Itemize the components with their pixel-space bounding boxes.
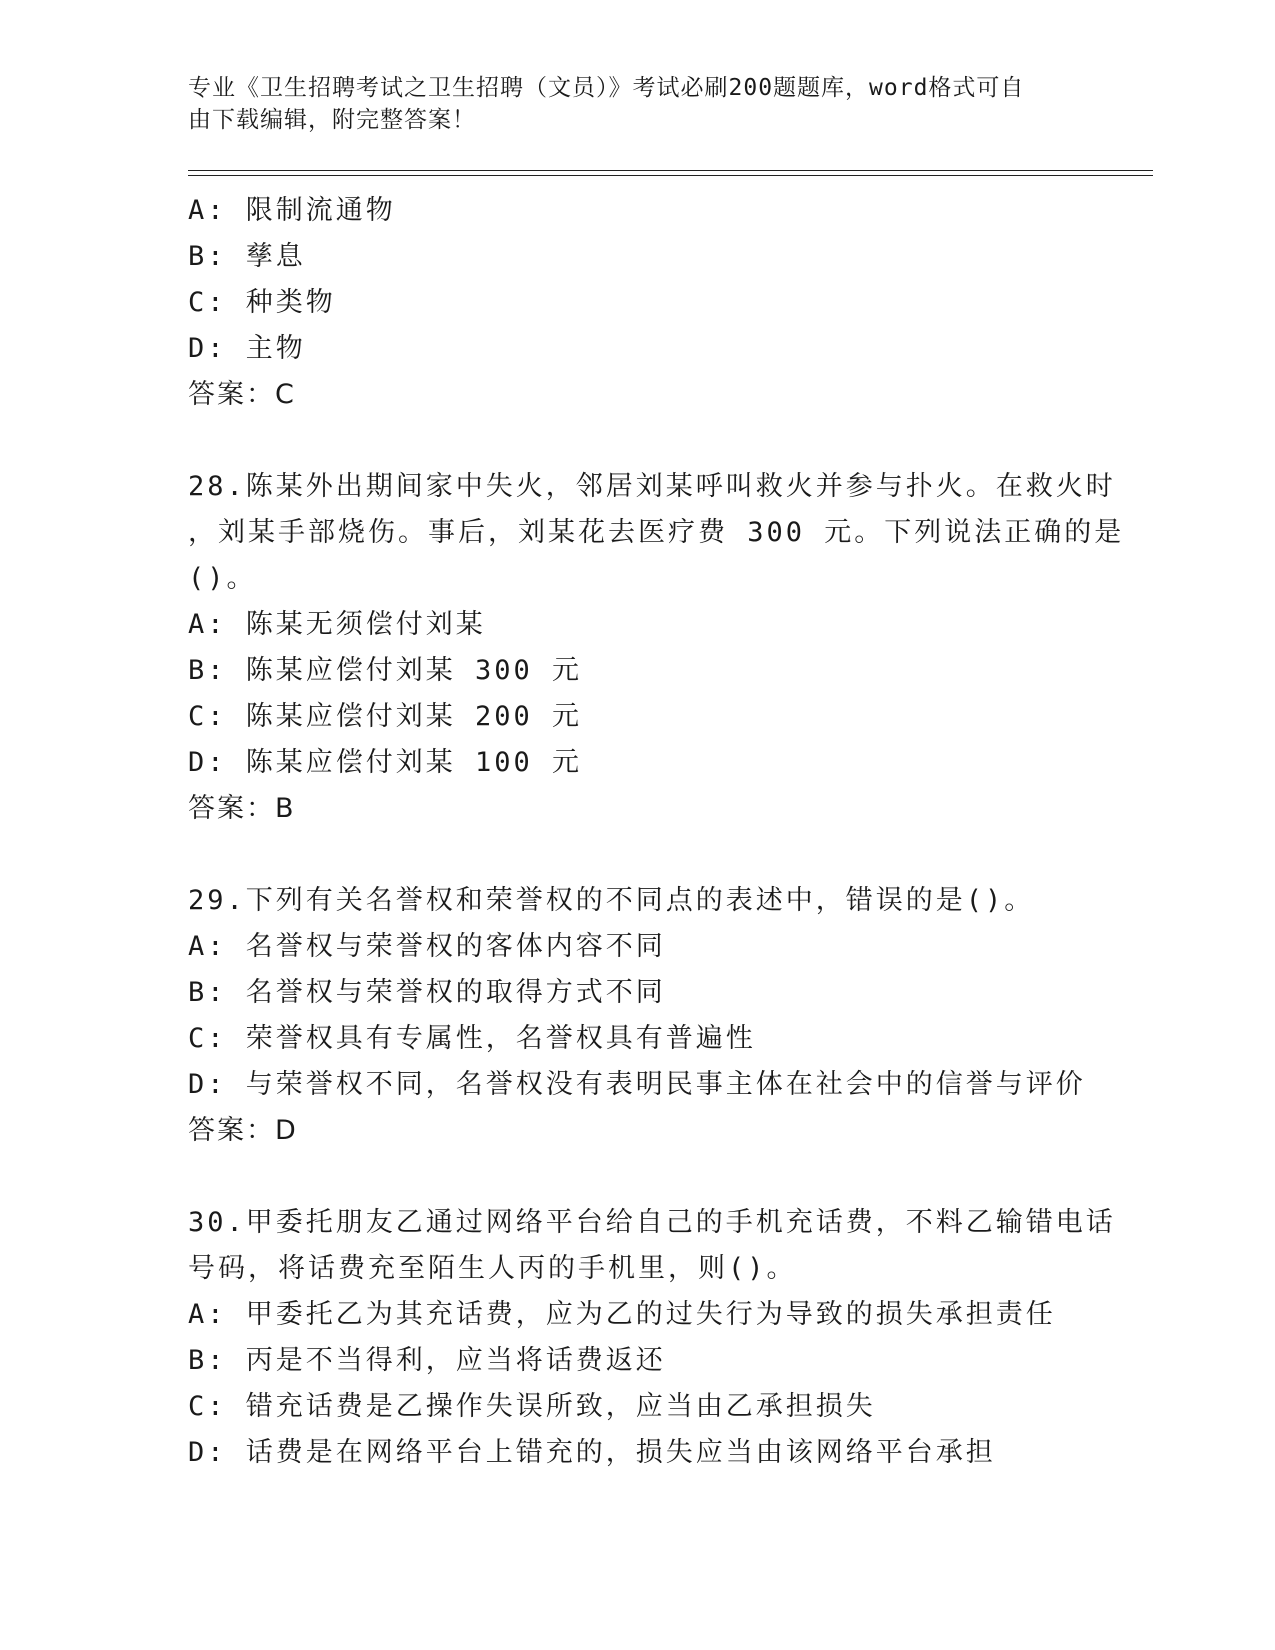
option-a: A: 限制流通物 [188, 195, 396, 226]
header-line-2: 由下载编辑，附完整答案！ [188, 107, 476, 133]
question-stem: 号码，将话费充至陌生人丙的手机里，则()。 [188, 1253, 797, 1284]
option-d: D: 与荣誉权不同，名誉权没有表明民事主体在社会中的信誉与评价 [188, 1069, 1086, 1100]
answer-line: 答案：B [188, 793, 296, 824]
header-rule-top [188, 170, 1153, 171]
question-stem: ()。 [188, 563, 257, 594]
question-stem: 30.甲委托朋友乙通过网络平台给自己的手机充话费，不料乙输错电话 [188, 1207, 1116, 1238]
answer-line: 答案：D [188, 1115, 298, 1146]
option-a: A: 名誉权与荣誉权的客体内容不同 [188, 931, 666, 962]
question-27 [188, 188, 1088, 418]
option-c: C: 荣誉权具有专属性，名誉权具有普遍性 [188, 1023, 756, 1054]
question-stem: ，刘某手部烧伤。事后，刘某花去医疗费 300 元。下列说法正确的是 [188, 517, 1125, 548]
option-c: C: 错充话费是乙操作失误所致，应当由乙承担损失 [188, 1391, 876, 1422]
option-c: C: 陈某应偿付刘某 200 元 [188, 701, 583, 732]
option-a: A: 陈某无须偿付刘某 [188, 609, 486, 640]
option-a: A: 甲委托乙为其充话费，应为乙的过失行为导致的损失承担责任 [188, 1299, 1056, 1330]
question-list [188, 188, 1125, 1476]
option-b: B: 名誉权与荣誉权的取得方式不同 [188, 977, 666, 1008]
question-stem: 28.陈某外出期间家中失火，邻居刘某呼叫救火并参与扑火。在救火时 [188, 471, 1116, 502]
question-28 [188, 464, 1125, 832]
question-30 [188, 1200, 1116, 1476]
answer-line: 答案：C [188, 379, 296, 410]
question-29 [188, 878, 1088, 1154]
option-d: D: 主物 [188, 333, 306, 364]
option-b: B: 陈某应偿付刘某 300 元 [188, 655, 583, 686]
option-c: C: 种类物 [188, 287, 336, 318]
option-b: B: 孳息 [188, 241, 306, 272]
question-stem: 29.下列有关名誉权和荣誉权的不同点的表述中，错误的是()。 [188, 885, 1035, 916]
option-b: B: 丙是不当得利，应当将话费返还 [188, 1345, 666, 1376]
document-header [188, 72, 1068, 136]
option-d: D: 话费是在网络平台上错充的，损失应当由该网络平台承担 [188, 1437, 996, 1468]
option-d: D: 陈某应偿付刘某 100 元 [188, 747, 583, 778]
header-line-1: 专业《卫生招聘考试之卫生招聘（文员）》考试必刷200题题库，word格式可自 [188, 75, 1025, 101]
header-rule-bottom [188, 175, 1153, 176]
